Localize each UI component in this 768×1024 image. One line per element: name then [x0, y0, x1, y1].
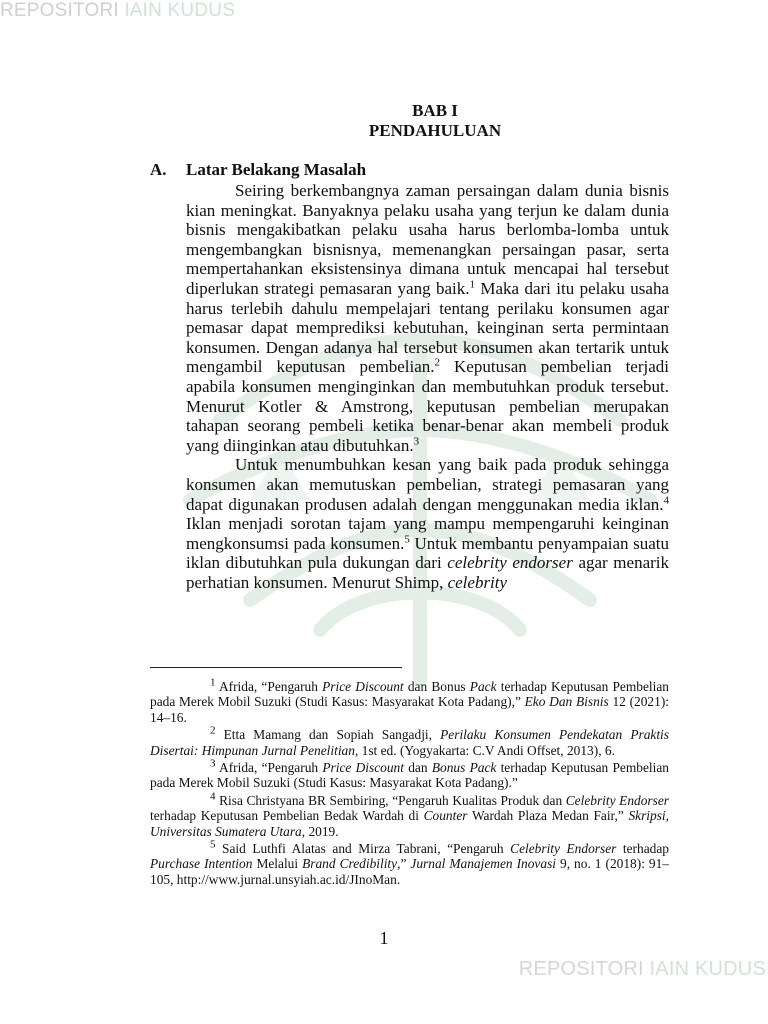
footnote-italic: Bonus Pack [431, 760, 497, 776]
footnote-italic: Jurnal Manajemen Inovasi [410, 856, 557, 872]
footnote-text: terhadap Keputusan Pembelian pada Merek Mobil Suzuki (Studi Kasus: Masyarakat Kota Padang),” [150, 679, 670, 710]
paragraph-text: Maka dari itu pelaku usaha harus terlebih dahulu mempelajari tentang perilaku konsumen agar pemasar dapat memprediksi kebutuhan, keinginan serta permintaan konsumen. Dengan adanya hal tersebut konsumen akan tertarik untuk mengambil keputusan pembelian. [186, 278, 669, 377]
footnote-italic: Eko Dan Bisnis [524, 694, 609, 710]
watermark-bottom [519, 958, 766, 981]
footnote-number: 4 [210, 790, 216, 803]
footnote-text: Said Luthfi Alatas and Mirza Tabrani, “Pengaruh [215, 841, 511, 857]
footnote-text: terhadap Keputusan Pembelian pada Merek Mobil Suzuki (Studi Kasus: Masyarakat Kota Padang).” [150, 760, 669, 791]
footnote-ref: 3 [413, 435, 420, 448]
footnote-text: Afrida, “Pengaruh [215, 679, 323, 694]
paragraph [186, 181, 669, 455]
footnote-text: Wardah Plaza Medan Fair,” [467, 808, 629, 824]
footnote-ref: 1 [469, 278, 475, 291]
footnote-italic: Pack [469, 679, 497, 694]
watermark-top [0, 0, 235, 22]
footnote [150, 790, 669, 839]
footnote [150, 757, 669, 791]
section-title: Latar Belakang Masalah [186, 160, 367, 179]
footnote-text: , 1st ed. (Yogyakarta: C.V Andi Offset, 2013), 6. [354, 742, 615, 758]
watermark-word: IAIN KUDUS [124, 0, 236, 21]
footnote-italic: Price Discount [322, 760, 404, 776]
footnote-text: Risa Christyana BR Sembiring, “Pengaruh Kualitas Produk dan [215, 792, 566, 808]
paragraph-text: Keputusan pembelian terjadi apabila konsumen menginginkan dan membutuhkan produk tersebut. Menurut Kotler & Amstrong, keputusan pembelian merupakan tahapan seorang pembeli ketika benar-benar akan membeli produk yang diinginkan atau dibutuhkan. [186, 357, 670, 455]
footnote-text: 12 (2021): 14–16. [150, 694, 669, 725]
footnote-text: ,” [397, 856, 411, 872]
footnote-text: dan [403, 760, 432, 776]
footnote-separator [150, 667, 402, 668]
footnote-text: Melalui [252, 856, 303, 872]
footnote-number: 5 [210, 838, 216, 851]
watermark-word: REPOSITORI [0, 0, 119, 21]
footnote-italic: Brand Credibility [302, 856, 398, 872]
watermark-word: REPOSITORI [518, 958, 644, 980]
footnote-italic: Celebrity Endorser [510, 841, 617, 857]
paragraph-text: Untuk membantu penyampaian suatu iklan dibutuhkan pula dukungan dari [186, 533, 669, 573]
footnote-text: terhadap Keputusan Pembelian Bedak Wardah di [150, 808, 424, 824]
watermark-word: IAIN KUDUS [649, 958, 766, 980]
footnote [150, 838, 669, 887]
footnote-italic: Skripsi, Universitas Sumatera Utara [150, 808, 669, 839]
footnote-text: 9, no. 1 (2018): 91–105, http://www.jurnal.unsyiah.ac.id/JInoMan. [150, 856, 669, 887]
footnote-ref: 5 [404, 533, 410, 546]
footnote-ref: 2 [434, 356, 441, 369]
chapter-label: BAB I [412, 101, 458, 120]
chapter-title: PENDAHULUAN [368, 121, 502, 140]
footnote-text: dan Bonus [403, 679, 470, 694]
footnote [150, 676, 670, 725]
footnote-italic: Perilaku Konsumen Pendekatan Praktis Disertai: Himpunan Jurnal Penelitian [150, 727, 669, 758]
section-number: A. [150, 160, 167, 179]
paragraph-text: Iklan menjadi sorotan tajam yang mampu mempengaruhi keinginan mengkonsumsi pada konsumen. [186, 514, 669, 553]
page-number: 1 [379, 928, 389, 948]
footnote-italic: Price Discount [322, 679, 404, 694]
footnote-number: 1 [210, 676, 216, 689]
footnote [150, 724, 669, 758]
footnote-italic: Counter [423, 808, 468, 824]
footnote-number: 3 [210, 757, 216, 770]
paragraph [186, 455, 669, 592]
footnote-text: , 2019. [301, 823, 339, 839]
body-text [186, 181, 669, 592]
footnote-italic: Purchase Intention [150, 856, 253, 872]
paragraph-text: agar menarik perhatian konsumen. Menurut Shimp, [186, 553, 670, 592]
footnote-text: Afrida, “Pengaruh [215, 760, 323, 776]
footnote-number: 2 [210, 724, 216, 737]
footnote-text: Etta Mamang dan Sopiah Sangadji, [215, 727, 441, 743]
footnote-ref: 4 [663, 493, 669, 506]
footnote-italic: Celebrity Endorser [565, 792, 669, 808]
italic-term: celebrity endorser [447, 553, 573, 573]
paragraph-text: Seiring berkembangnya zaman persaingan dalam dunia bisnis kian meningkat. Banyaknya pelaku usaha yang terjun ke dalam dunia bisnis mengakibatkan pelaku usaha harus berlomba-lomba untuk mengembangkan bisnisnya, memenangkan persaingan pasar, serta mempertahankan eksistensinya dimana untuk mencapai hal tersebut diperlukan strategi pemasaran yang baik. [186, 181, 669, 298]
paragraph-text: Untuk menumbuhkan kesan yang baik pada produk sehingga konsumen akan memutuskan pembelian, strategi pemasaran yang dapat digunakan produsen adalah dengan menggunakan media iklan. [186, 455, 669, 514]
footnote-text: terhadap [616, 841, 669, 857]
italic-term: celebrity [447, 572, 508, 592]
footnotes [150, 676, 670, 889]
